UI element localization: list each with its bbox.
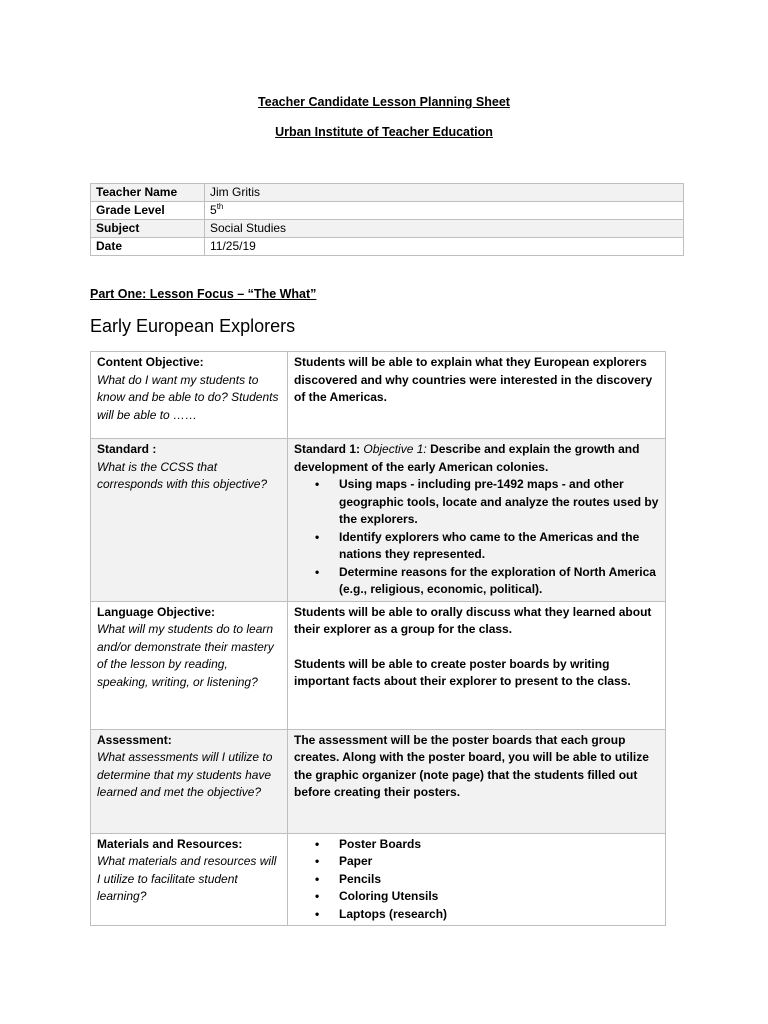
materials-item: • Paper xyxy=(294,853,659,871)
language-objective-row xyxy=(91,601,666,729)
grade-level-cell xyxy=(205,202,684,220)
standard-answer-cell xyxy=(288,439,666,602)
grade-level-suffix: th xyxy=(216,202,224,211)
language-objective-cell xyxy=(91,601,288,729)
standard-bullet: • Using maps - including pre-1492 maps - and other geographic tools, locate and analyze the routes used by the explorers. xyxy=(294,476,659,529)
standard-hint: What is the CCSS that corresponds with this objective? xyxy=(97,459,268,491)
language-objective-label: Language Objective: xyxy=(97,604,216,619)
materials-row xyxy=(91,833,666,926)
content-objective-answer-cell xyxy=(288,352,666,439)
materials-answer-cell xyxy=(288,833,666,926)
content-objective-label: Content Objective: xyxy=(97,355,204,369)
language-objective-answer-cell xyxy=(288,601,666,729)
info-row-date xyxy=(91,238,684,256)
materials-item: • Pencils xyxy=(294,871,659,889)
teacher-name-value: Jim Gritis xyxy=(205,184,684,202)
grade-level-value: 5 xyxy=(210,203,217,217)
standard-bullets xyxy=(294,476,659,599)
assessment-cell xyxy=(91,729,288,833)
assessment-label: Assessment: xyxy=(97,732,172,747)
language-objective-text-2: Students will be able to create poster boards by writing important facts about their explorer to present to the class. xyxy=(294,656,631,688)
subject-value: Social Studies xyxy=(205,220,684,238)
materials-cell xyxy=(91,833,288,926)
grade-level-label: Grade Level xyxy=(91,202,205,220)
standard-bullet: • Identify explorers who came to the Americas and the nations they represented. xyxy=(294,529,659,564)
standard-label: Standard : xyxy=(97,442,157,456)
info-row-teacher xyxy=(91,184,684,202)
lesson-title: Early European Explorers xyxy=(90,316,296,336)
date-value: 11/25/19 xyxy=(205,238,684,256)
materials-label: Materials and Resources: xyxy=(97,836,243,851)
standard-row xyxy=(91,439,666,602)
assessment-hint: What assessments will I utilize to determine that my students have learned and met the objective? xyxy=(97,750,273,799)
info-table xyxy=(90,183,684,256)
part-one-heading: Part One: Lesson Focus – “The What” xyxy=(90,287,317,301)
assessment-text: The assessment will be the poster boards that each group creates. Along with the poster board, you will be able to utilize the graphic organizer (note page) that the students filled out before creating their posters. xyxy=(294,732,649,799)
institute-name: Urban Institute of Teacher Education xyxy=(275,125,493,139)
materials-list xyxy=(294,836,659,924)
content-objective-row xyxy=(91,352,666,439)
materials-item: • Coloring Utensils xyxy=(294,888,659,906)
standard-cell xyxy=(91,439,288,602)
materials-hint: What materials and resources will I utilize to facilitate student learning? xyxy=(97,854,277,903)
content-objective-hint: What do I want my students to know and be able to do? Students will be able to …… xyxy=(97,372,279,422)
assessment-answer-cell xyxy=(288,729,666,833)
materials-item: • Poster Boards xyxy=(294,836,659,854)
standard-objective: Objective 1: xyxy=(363,442,427,456)
standard-prefix: Standard 1: xyxy=(294,442,361,456)
info-row-grade xyxy=(91,202,684,220)
subject-label: Subject xyxy=(91,220,205,238)
standard-text: Describe and explain the growth and development of the early American colonies. xyxy=(294,442,640,474)
language-objective-hint: What will my students do to learn and/or demonstrate their mastery of the lesson by reading, speaking, writing, or listening? xyxy=(97,622,274,689)
assessment-row xyxy=(91,729,666,833)
content-objective-text: Students will be able to explain what they European explorers discovered and why countries were interested in the discovery of the Americas. xyxy=(294,355,653,404)
date-label: Date xyxy=(91,238,205,256)
language-objective-text-1: Students will be able to orally discuss what they learned about their explorer as a group for the class. xyxy=(294,604,652,636)
materials-item: • Laptops (research) xyxy=(294,906,659,924)
standard-bullet: • Determine reasons for the exploration of North America (e.g., religious, economic, political). xyxy=(294,564,659,599)
lesson-plan-table xyxy=(90,351,666,926)
content-objective-cell xyxy=(91,352,288,439)
info-row-subject xyxy=(91,220,684,238)
teacher-name-label: Teacher Name xyxy=(91,184,205,202)
document-title: Teacher Candidate Lesson Planning Sheet xyxy=(258,95,510,109)
